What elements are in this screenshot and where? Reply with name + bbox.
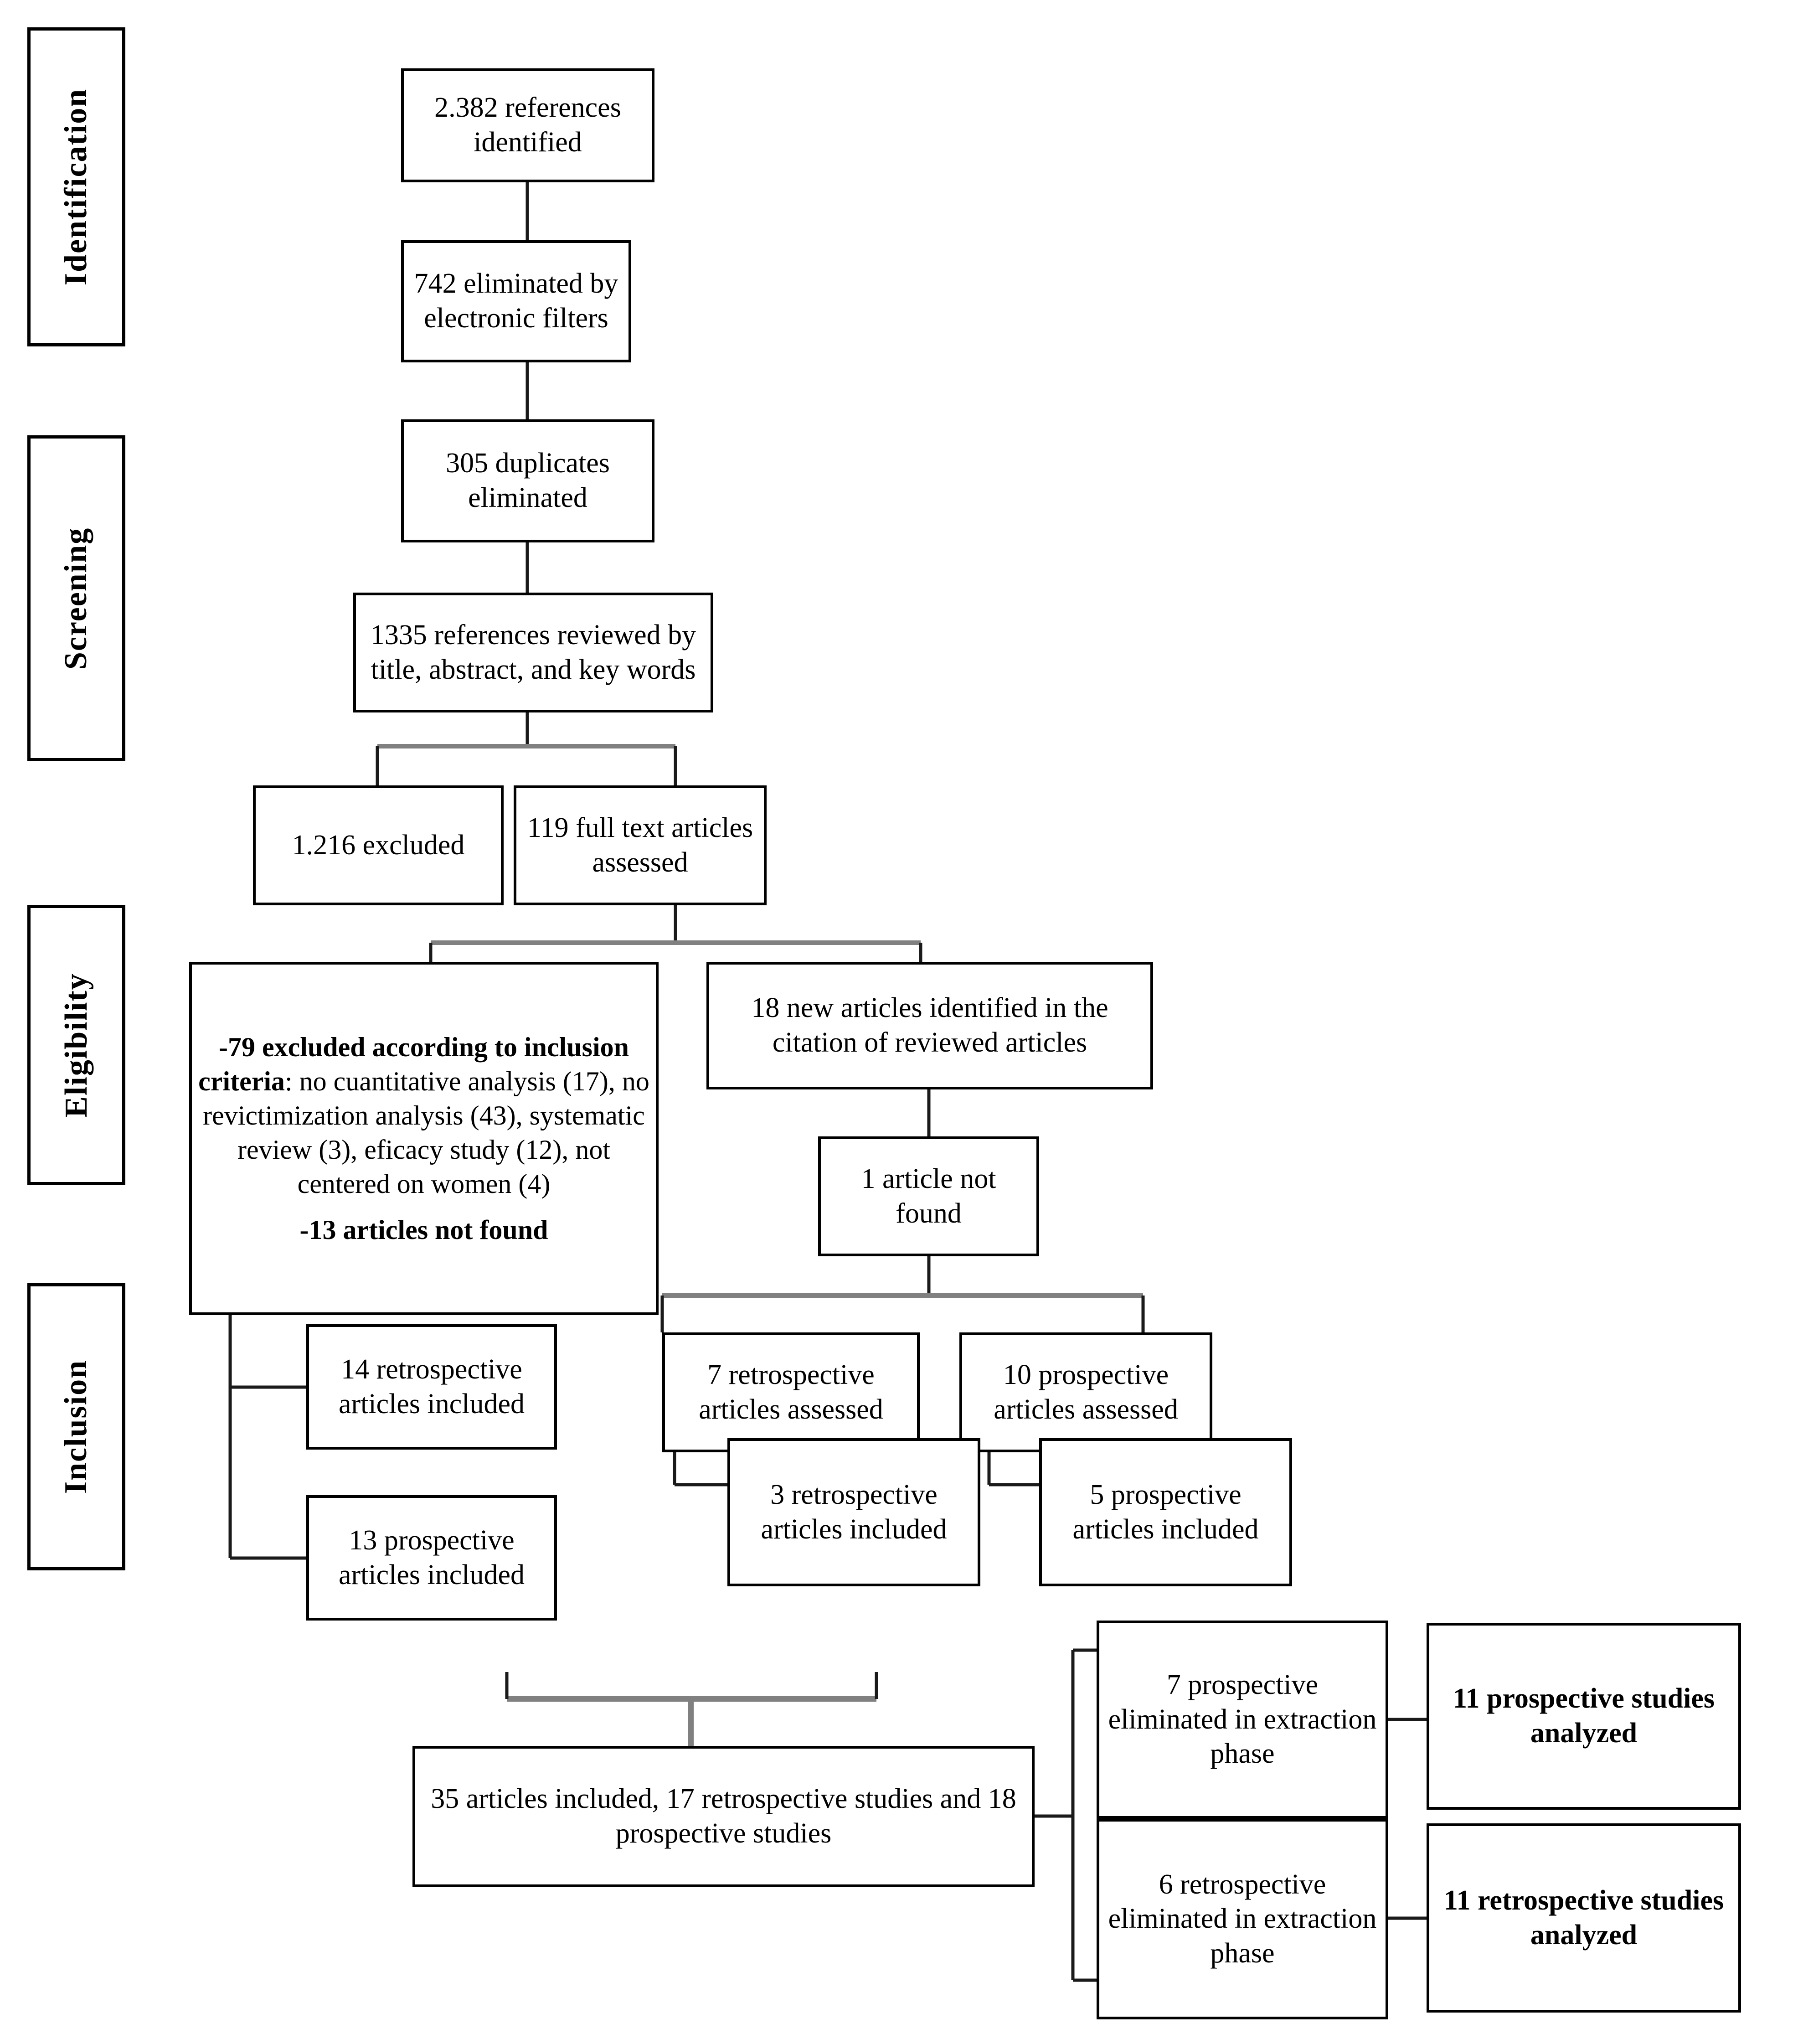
node-excluded-1216	[253, 785, 504, 905]
stage-label-identification-text: Identification	[58, 88, 94, 286]
node-prospective-analyzed-11-text: 11 prospective studies analyzed	[1453, 1683, 1715, 1749]
node-prospective-eliminated-7-text: 7 prospective eliminated in extraction phase	[1108, 1669, 1377, 1770]
node-retrospective-eliminated-6	[1097, 1819, 1388, 2019]
node-duplicates-eliminated-text: 305 duplicates eliminated	[446, 448, 610, 513]
stage-label-screening	[27, 435, 125, 761]
node-references-reviewed	[353, 593, 713, 712]
node-excluded-1216-text: 1.216 excluded	[292, 829, 465, 861]
node-excluded-by-criteria-body: : no cuantitative analysis (17), no revictimization analysis (43), systematic review (3), eficacy study (12), not centered on women (4)	[203, 1066, 649, 1199]
node-retrospective-assessed-7	[662, 1332, 920, 1452]
node-references-identified-text: 2.382 references identified	[434, 92, 621, 158]
node-retrospective-included-14-text: 14 retrospective articles included	[339, 1353, 525, 1419]
node-retrospective-assessed-7-text: 7 retrospective articles assessed	[699, 1359, 883, 1425]
node-eliminated-by-filters	[401, 240, 631, 362]
node-retrospective-included-14	[306, 1324, 557, 1450]
stage-label-identification	[27, 27, 125, 346]
node-excluded-by-criteria-lead: -79 excluded according to inclusion criteria	[198, 1032, 629, 1096]
node-prospective-assessed-10-text: 10 prospective articles assessed	[994, 1359, 1178, 1425]
stage-label-inclusion	[27, 1283, 125, 1570]
node-prospective-included-13	[306, 1495, 557, 1621]
node-prospective-included-5-text: 5 prospective articles included	[1072, 1479, 1259, 1545]
stage-label-eligibility	[27, 905, 125, 1185]
node-duplicates-eliminated	[401, 419, 654, 542]
node-total-included-35-text: 35 articles included, 17 retrospective studies and 18 prospective studies	[431, 1783, 1016, 1849]
node-total-included-35	[412, 1746, 1035, 1887]
node-new-articles-from-citations-text: 18 new articles identified in the citation of reviewed articles	[751, 992, 1108, 1058]
node-retrospective-analyzed-11	[1427, 1823, 1741, 2013]
node-retrospective-analyzed-11-text: 11 retrospective studies analyzed	[1443, 1884, 1724, 1951]
node-excluded-by-criteria	[189, 962, 659, 1315]
stage-label-inclusion-text: Inclusion	[58, 1359, 94, 1494]
stage-label-eligibility-text: Eligibility	[58, 972, 94, 1118]
stage-label-screening-text: Screening	[58, 527, 94, 670]
node-prospective-included-5	[1039, 1438, 1292, 1586]
node-article-not-found	[818, 1136, 1039, 1256]
node-excluded-by-criteria-footer: -13 articles not found	[299, 1214, 548, 1245]
node-prospective-included-13-text: 13 prospective articles included	[339, 1524, 525, 1590]
node-prospective-assessed-10	[959, 1332, 1212, 1452]
node-new-articles-from-citations	[706, 962, 1153, 1089]
node-prospective-eliminated-7	[1097, 1621, 1388, 1819]
node-retrospective-included-3-text: 3 retrospective articles included	[761, 1479, 947, 1545]
node-full-text-assessed	[514, 785, 767, 905]
node-retrospective-included-3	[727, 1438, 980, 1586]
node-references-identified	[401, 68, 654, 182]
node-references-reviewed-text: 1335 references reviewed by title, abstract, and key words	[370, 619, 696, 685]
node-eliminated-by-filters-text: 742 eliminated by electronic filters	[414, 268, 618, 334]
node-article-not-found-text: 1 article not found	[861, 1163, 996, 1229]
node-retrospective-eliminated-6-text: 6 retrospective eliminated in extraction phase	[1108, 1869, 1377, 1969]
node-full-text-assessed-text: 119 full text articles assessed	[527, 812, 753, 878]
node-prospective-analyzed-11	[1427, 1623, 1741, 1810]
